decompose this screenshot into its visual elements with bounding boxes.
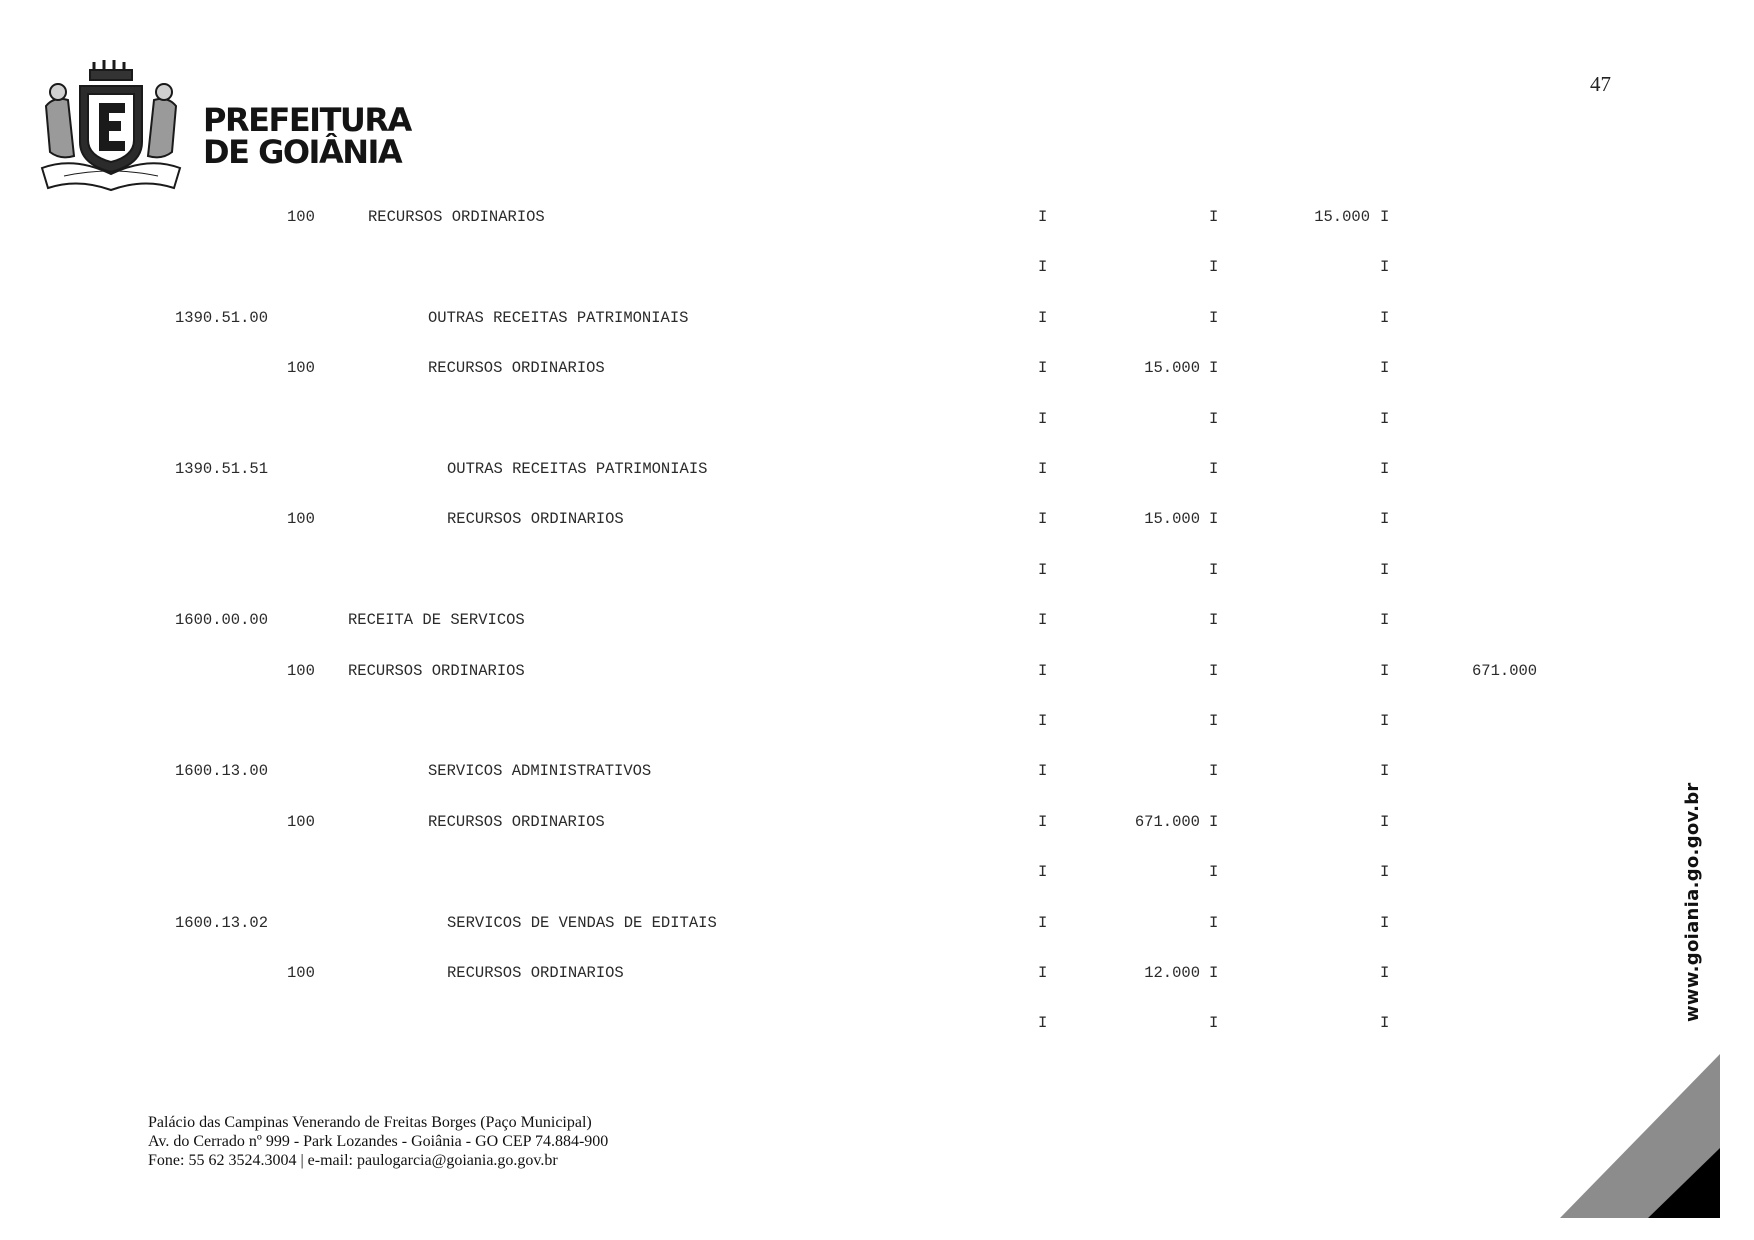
column-separator: I [1380,712,1390,730]
column-separator: I [1038,964,1048,982]
footer-address [148,1113,608,1170]
column-separator: I [1209,712,1219,730]
column-separator: I [1209,208,1219,226]
column-separator: I [1380,410,1390,428]
source-code: 100 [287,208,315,226]
column-separator: I [1380,309,1390,327]
column-separator: I [1209,611,1219,629]
column-separator: I [1380,611,1390,629]
column-separator: I [1038,510,1048,528]
account-description: RECURSOS ORDINARIOS [428,359,605,377]
column-separator: I [1380,561,1390,579]
coat-of-arms-icon [34,56,188,196]
account-code: 1600.00.00 [174,611,268,629]
footer-line-1: Palácio das Campinas Venerando de Freitas Borges (Paço Municipal) [148,1114,592,1131]
website-url: www.goiania.go.gov.br [1682,782,1703,1022]
column-separator: I [1209,914,1219,932]
column-separator: I [1038,1014,1048,1032]
column-separator: I [1380,460,1390,478]
column-separator: I [1380,359,1390,377]
column-separator: I [1038,863,1048,881]
account-description: RECURSOS ORDINARIOS [428,813,605,831]
column-separator: I [1209,561,1219,579]
column-separator: I [1209,410,1219,428]
account-description: RECEITA DE SERVICOS [348,611,525,629]
brand-logo-text [203,101,411,171]
column-separator: I [1038,258,1048,276]
account-code: 1390.51.00 [174,309,268,327]
account-code: 1390.51.51 [174,460,268,478]
account-description: RECURSOS ORDINARIOS [447,964,624,982]
footer-line-2: Av. do Cerrado nº 999 - Park Lozandes - Goiânia - GO CEP 74.884-900 [148,1133,609,1150]
brand-line-1: PREFEITURA [203,101,411,139]
value-cell: 15.000 [1144,510,1200,528]
column-separator: I [1038,561,1048,579]
column-separator: I [1209,762,1219,780]
column-separator: I [1038,914,1048,932]
column-separator: I [1380,510,1390,528]
column-separator: I [1380,1014,1390,1032]
source-code: 100 [287,964,315,982]
column-separator: I [1209,359,1219,377]
account-description: RECURSOS ORDINARIOS [348,662,525,680]
column-separator: I [1209,662,1219,680]
source-code: 100 [287,662,315,680]
account-description: OUTRAS RECEITAS PATRIMONIAIS [428,309,689,327]
value-cell: 15.000 [1314,208,1370,226]
column-separator: I [1380,662,1390,680]
column-separator: I [1038,813,1048,831]
account-description: OUTRAS RECEITAS PATRIMONIAIS [447,460,708,478]
account-description: RECURSOS ORDINARIOS [447,510,624,528]
brand-line-2: DE GOIÂNIA [203,133,402,171]
column-separator: I [1380,258,1390,276]
column-separator: I [1038,309,1048,327]
column-separator: I [1038,359,1048,377]
footer-line-3: Fone: 55 62 3524.3004 | e-mail: paulogarcia@goiania.go.gov.br [148,1152,558,1169]
column-separator: I [1209,460,1219,478]
corner-decoration-icon [1560,1054,1720,1218]
value-cell: 671.000 [1472,662,1538,680]
column-separator: I [1209,863,1219,881]
column-separator: I [1209,510,1219,528]
column-separator: I [1038,762,1048,780]
page-number: 47 [1590,72,1611,96]
source-code: 100 [287,813,315,831]
column-separator: I [1038,611,1048,629]
column-separator: I [1038,712,1048,730]
source-code: 100 [287,359,315,377]
source-code: 100 [287,510,315,528]
column-separator: I [1209,258,1219,276]
column-separator: I [1380,964,1390,982]
column-separator: I [1380,813,1390,831]
column-separator: I [1038,410,1048,428]
column-separator: I [1038,662,1048,680]
column-separator: I [1380,208,1390,226]
column-separator: I [1380,863,1390,881]
account-description: RECURSOS ORDINARIOS [368,208,545,226]
value-cell: 12.000 [1144,964,1200,982]
account-code: 1600.13.02 [174,914,268,932]
column-separator: I [1038,208,1048,226]
column-separator: I [1380,762,1390,780]
account-description: SERVICOS ADMINISTRATIVOS [428,762,652,780]
column-separator: I [1209,1014,1219,1032]
column-separator: I [1209,309,1219,327]
value-cell: 15.000 [1144,359,1200,377]
column-separator: I [1038,460,1048,478]
account-code: 1600.13.00 [174,762,268,780]
column-separator: I [1380,914,1390,932]
column-separator: I [1209,813,1219,831]
account-description: SERVICOS DE VENDAS DE EDITAIS [447,914,717,932]
value-cell: 671.000 [1134,813,1200,831]
column-separator: I [1209,964,1219,982]
